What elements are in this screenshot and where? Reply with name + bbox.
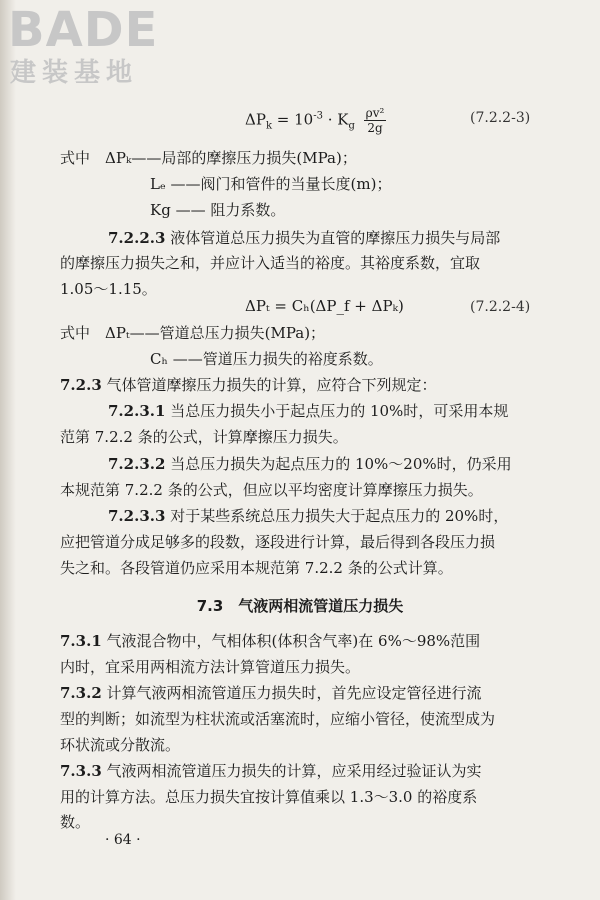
fraction: $\frac{\text{ρv²}}{2g}$: [365, 106, 385, 135]
equation-number: (7.2.2-4): [470, 299, 531, 315]
equation-7-2-2-3: $\Delta P_k = 10^{-3} \cdot K_g$ $\frac{\text{ρv²}}{2g}$: [245, 106, 385, 135]
clause-7-3-3: 7.3.3 气液两相流管道压力损失的计算，应采用经过验证认为实: [60, 762, 482, 780]
clause-7-3-1: 7.3.1 气液混合物中，气相体积(体积含气率)在 6%～98%范围: [60, 632, 481, 650]
section-title: 7.3 气液两相流管道压力损失: [196, 597, 404, 615]
definition-line: Cₕ ——管道压力损失的裕度系数。: [150, 350, 383, 368]
paragraph-line: 1.05～1.15。: [60, 280, 157, 298]
clause-7-2-3-1: 7.2.3.1 当总压力损失小于起点压力的 10%时，可采用本规: [108, 402, 509, 420]
definition-line: Lₑ ——阀门和管件的当量长度(m)；: [150, 175, 392, 193]
clause-number: 7.2.3.1: [108, 402, 166, 420]
clause-number: 7.2.3.2: [108, 455, 166, 473]
paragraph-line: 范第 7.2.2 条的公式，计算摩擦压力损失。: [60, 428, 348, 446]
clause-7-2-2-3: 7.2.2.3 液体管道总压力损失为直管的摩擦压力损失与局部: [108, 229, 501, 247]
paragraph-line: 用的计算方法。总压力损失宜按计算值乘以 1.3～3.0 的裕度系: [60, 788, 478, 806]
definition-line: 式中 ΔPₖ——局部的摩擦压力损失(MPa)；: [60, 149, 357, 167]
page-number: · 64 ·: [105, 832, 141, 848]
paragraph-line: 内时，宜采用两相流方法计算管道压力损失。: [60, 658, 361, 676]
paragraph-line: 应把管道分成足够多的段数，逐段进行计算，最后得到各段压力损: [60, 533, 496, 551]
clause-number: 7.2.2.3: [108, 229, 166, 247]
paragraph-line: 环状流或分散流。: [60, 736, 181, 754]
paragraph-line: 的摩擦压力损失之和，并应计入适当的裕度。其裕度系数，宜取: [60, 254, 481, 272]
clause-number: 7.2.3: [60, 376, 102, 394]
paragraph-line: 型的判断；如流型为柱状流或活塞流时，应缩小管径，使流型成为: [60, 710, 496, 728]
paragraph-line: 数。: [60, 813, 91, 831]
definition-line: Kg —— 阻力系数。: [150, 201, 286, 219]
definition-line: 式中 ΔPₜ——管道总压力损失(MPa)；: [60, 324, 326, 342]
equation-number: (7.2.2-3): [470, 110, 531, 126]
paragraph-line: 本规范第 7.2.2 条的公式，但应以平均密度计算摩擦压力损失。: [60, 481, 483, 499]
clause-7-3-2: 7.3.2 计算气液两相流管道压力损失时，首先应设定管径进行流: [60, 684, 482, 702]
page-gutter-shadow: [0, 0, 16, 900]
clause-number: 7.3.2: [60, 684, 102, 702]
clause-number: 7.3.1: [60, 632, 102, 650]
clause-7-2-3: 7.2.3 气体管道摩擦压力损失的计算，应符合下列规定：: [60, 376, 437, 394]
equation-7-2-2-4: ΔPₜ = Cₕ(ΔP_f + ΔPₖ): [245, 297, 404, 315]
logo-text-chinese: 建装基地: [10, 58, 139, 88]
clause-7-2-3-3: 7.2.3.3 对于某些系统总压力损失大于起点压力的 20%时，: [108, 507, 509, 525]
watermark-logo: [6, 4, 181, 94]
clause-number: 7.2.3.3: [108, 507, 166, 525]
clause-7-2-3-2: 7.2.3.2 当总压力损失为起点压力的 10%～20%时，仍采用: [108, 455, 512, 473]
paragraph-line: 失之和。各段管道仍应采用本规范第 7.2.2 条的公式计算。: [60, 559, 453, 577]
clause-number: 7.3.3: [60, 762, 102, 780]
logo-text-bade: BADE: [8, 2, 159, 58]
